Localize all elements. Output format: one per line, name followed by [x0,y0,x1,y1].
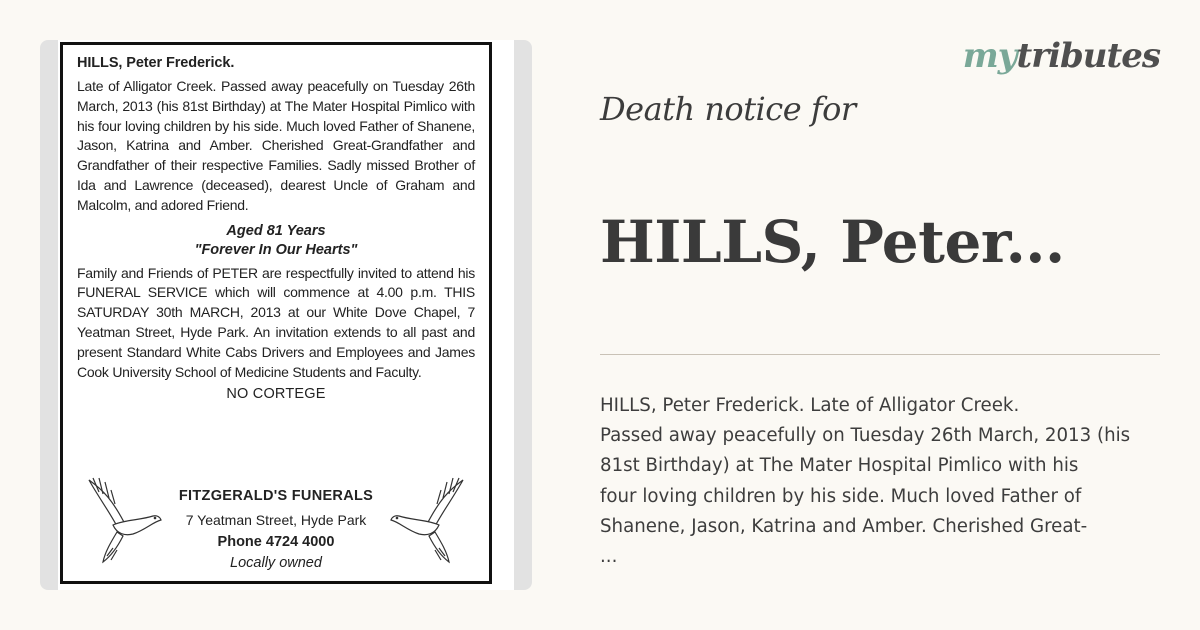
notice-quote: "Forever In Our Hearts" [194,241,358,258]
funeral-home-block [63,470,489,580]
funeral-home-phone: Phone 4724 4000 [217,534,335,550]
brand-logo[interactable] [963,36,1160,76]
notice-heading: HILLS, Peter Frederick. [77,55,235,71]
funeral-home-name: FITZGERALD'S FUNERALS [178,488,374,504]
brand-logo-part-tributes: tributes [1016,36,1160,76]
notice-image-card [40,40,532,590]
notice-summary: HILLS, Peter Frederick. Late of Alligator Creek. Passed away peacefully on Tuesday 26th March, 2013 (his 81st Birthday) at The Mater Hospital Pimlico with his four loving children by his side. Much loved Father of Shanene, Jason, Katrina and Amber. Cherished Great- ... [600,395,1131,568]
page-subtitle: Death notice for [600,90,856,128]
funeral-home-tagline: Locally owned [230,555,322,571]
notice-frame [60,42,492,584]
notice-paragraph-1: Late of Alligator Creek. Passed away peacefully on Tuesday 26th March, 2013 (his 81st Birthday) at The Mater Hospital Pimlico with his four loving children by his side. Much loved Father of Shanene, Jason, Katrina and Amber. Cherished Great-Grandfather and Grandfather of their respective Families. Sadly missed Brother of Ida and Lawrence (deceased), dearest Uncle of Graham and Malcolm, and adored Friend. [77,78,475,213]
notice-paper [58,40,514,590]
deceased-name-title: HILLS, Peter... [600,208,1065,276]
funeral-home-address: 7 Yeatman Street, Hyde Park [185,512,367,528]
notice-cortege: NO CORTEGE [226,386,326,403]
notice-age: Aged 81 Years [226,222,326,239]
divider [600,354,1160,355]
brand-logo-part-my: my [962,36,1017,76]
notice-paragraph-2: Family and Friends of PETER are respectfully invited to attend his FUNERAL SERVICE which will commence at 4.00 p.m. THIS SATURDAY 30th MARCH, 2013 at our White Dove Chapel, 7 Yeatman Street, Hyde Park. An invitation extends to all past and present Standard White Cabs Drivers and Employees and James Cook University School of Medicine Students and Faculty. [77,264,475,380]
